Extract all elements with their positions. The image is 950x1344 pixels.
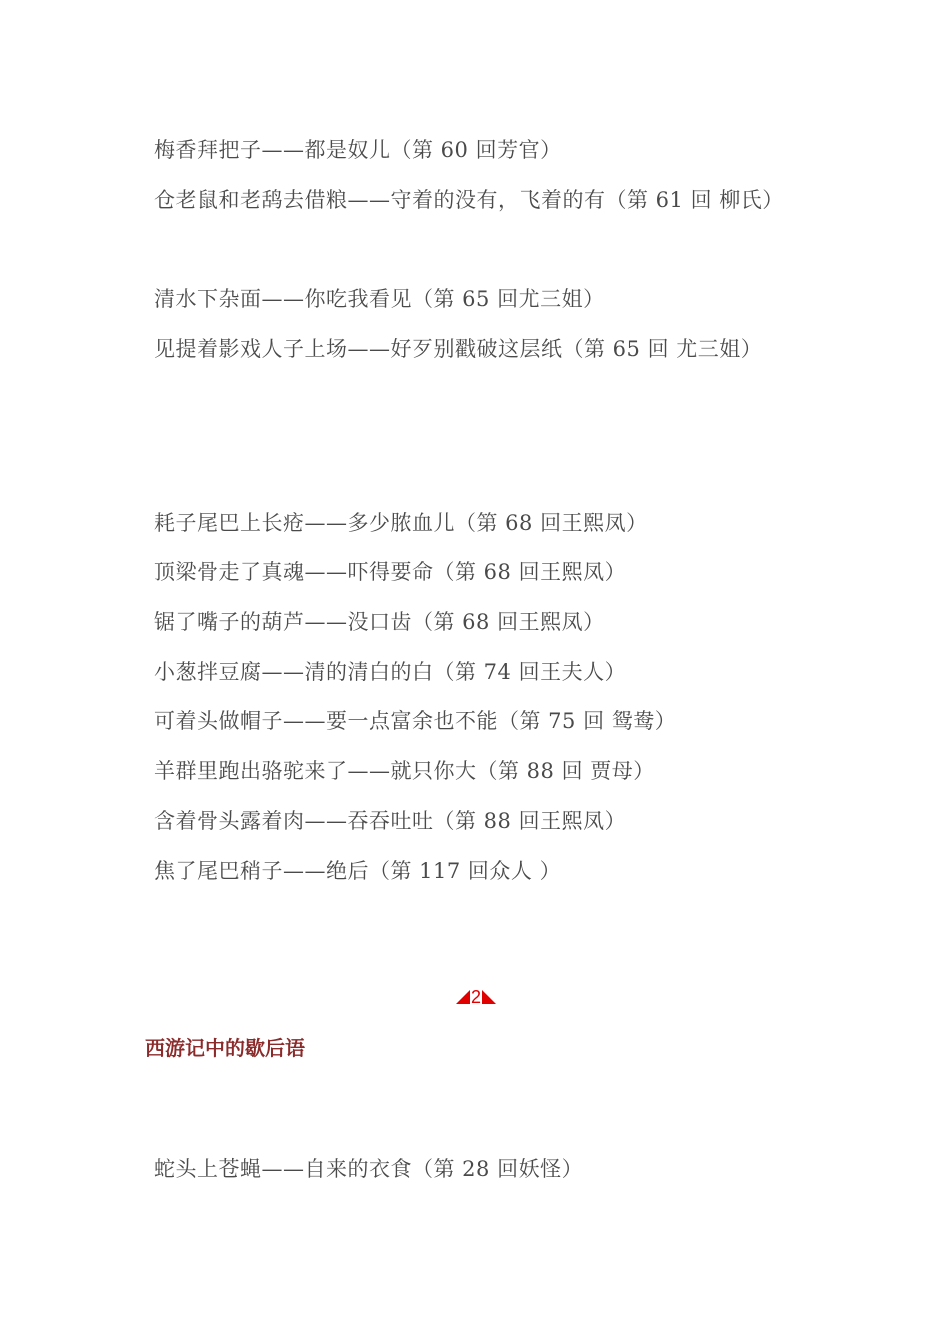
proverb-line: 含着骨头露着肉——吞吞吐吐（第 88 回王熙凤） — [154, 809, 627, 833]
proverb-line: 羊群里跑出骆驼来了——就只你大（第 88 回 贾母） — [154, 759, 655, 783]
proverb-line: 锯了嘴子的葫芦——没口齿（第 68 回王熙凤） — [154, 610, 605, 634]
proverb-line: 小葱拌豆腐——清的清白的白（第 74 回王夫人） — [154, 660, 627, 684]
proverb-line: 耗子尾巴上长疮——多少脓血儿（第 68 回王熙凤） — [154, 511, 648, 535]
proverb-line: 梅香拜把子——都是奴儿（第 60 回芳官） — [154, 138, 562, 162]
proverb-line: 焦了尾巴稍子——绝后（第 117 回众人 ） — [154, 859, 562, 883]
page-marker — [452, 985, 500, 1009]
section-title: 西游记中的歇后语 — [145, 1036, 305, 1060]
proverb-line: 可着头做帽子——要一点富余也不能（第 75 回 鸳鸯） — [154, 709, 677, 733]
proverb-line: 顶梁骨走了真魂——吓得要命（第 68 回王熙凤） — [154, 560, 627, 584]
proverb-line: 仓老鼠和老鸹去借粮——守着的没有，飞着的有（第 61 回 柳氏） — [154, 188, 784, 212]
triangle-right-icon — [482, 990, 496, 1004]
page-marker-number: 2 — [470, 987, 481, 1007]
proverb-line: 见提着影戏人子上场——好歹别戳破这层纸（第 65 回 尤三姐） — [154, 337, 763, 361]
proverb-line: 清水下杂面——你吃我看见（第 65 回尤三姐） — [154, 287, 605, 311]
proverb-line: 蛇头上苍蝇——自来的衣食（第 28 回妖怪） — [154, 1157, 584, 1181]
triangle-left-icon — [456, 990, 470, 1004]
